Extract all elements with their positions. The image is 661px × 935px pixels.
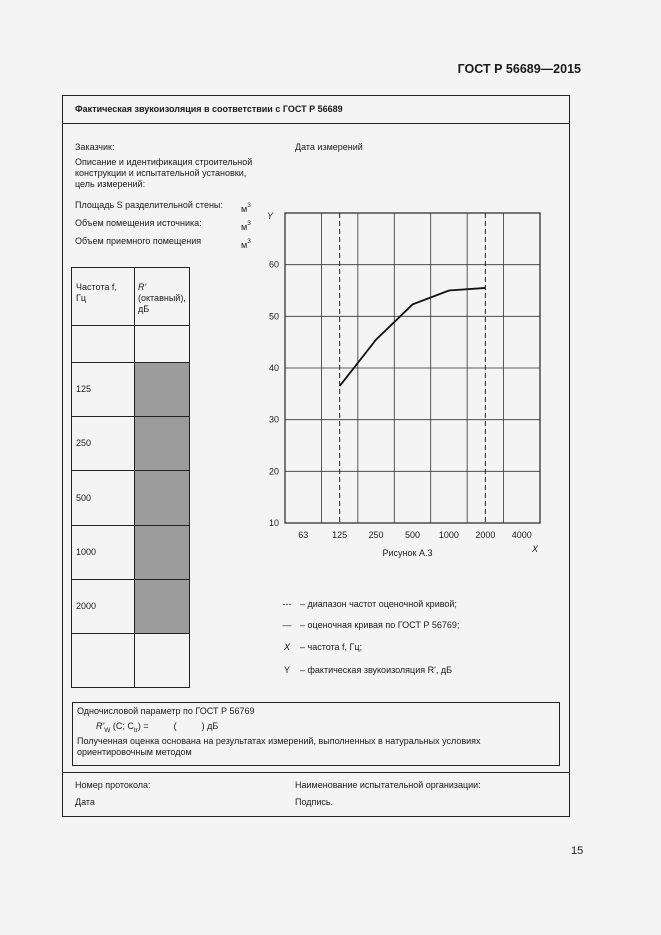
table-row (72, 417, 190, 471)
x-axis-label: X (532, 544, 539, 554)
y-axis-label: Y (267, 211, 274, 221)
measurement-date-label: Дата измерений (295, 142, 363, 152)
customer-label: Заказчик: (75, 142, 115, 152)
source-volume-label: Объем помещения источника: (75, 218, 202, 228)
freq-cell: 500 (72, 471, 135, 526)
signature-label: Подпись. (295, 797, 334, 807)
source-volume-unit: $м^3$ (241, 220, 251, 232)
table-row-empty-top (72, 326, 190, 363)
summary-title: Одночисловой параметр по ГОСТ Р 56769 (77, 706, 255, 716)
description-line-1: Описание и идентификация строительной (75, 157, 253, 167)
y-tick-label: 50 (268, 311, 279, 322)
x-tick-label: 250 (368, 530, 384, 540)
summary-note-line-1: Полученная оценка основана на результатах измерений, выполненных в натуральных условиях (77, 736, 481, 746)
y-tick-label: 30 (268, 414, 279, 425)
table-cell (135, 634, 190, 688)
freq-cell: 2000 (72, 580, 135, 634)
legend-text-curve: – оценочная кривая по ГОСТ Р 56769; (300, 620, 460, 630)
standard-id: ГОСТ Р 56689—2015 (457, 62, 581, 76)
legend-text-x: – частота f, Гц; (300, 642, 363, 652)
insulation-chart (255, 205, 555, 565)
table-cell (72, 326, 135, 363)
table-row (72, 580, 190, 634)
freq-header-cell: Частота f, Гц (72, 268, 135, 326)
legend-text-range: – диапазон частот оценочной кривой; (300, 599, 457, 609)
x-tick-label: 4000 (511, 530, 532, 540)
x-tick-label: 1000 (438, 530, 459, 540)
org-name-label: Наименование испытательной организации: (295, 780, 481, 790)
evaluation-curve-line (340, 288, 486, 386)
summary-note-line-2: ориентировочным методом (77, 747, 192, 757)
y-tick-label: 40 (268, 363, 279, 373)
value-cell (135, 526, 190, 580)
y-tick-label: 60 (268, 259, 279, 270)
description-line-3: цель измерений: (75, 179, 146, 189)
legend-dashed-symbol: --- (282, 599, 292, 609)
frequency-table (71, 267, 190, 688)
form-title: Фактическая звукоизоляция в соответствии с ГОСТ Р 56689 (75, 104, 343, 114)
freq-cell: 1000 (72, 526, 135, 580)
table-row (72, 526, 190, 580)
summary-formula: $R'_W$ (C; $C_{tr}$) = ( ) дБ (96, 721, 219, 734)
page-number: 15 (571, 845, 584, 857)
r-header-cell: R' (октавный), дБ (135, 268, 190, 326)
footer-divider (62, 772, 570, 773)
freq-cell: 125 (72, 363, 135, 417)
table-row (72, 471, 190, 526)
value-cell (135, 580, 190, 634)
area-unit: $м^3$ (241, 202, 251, 214)
protocol-number-label: Номер протокола: (75, 780, 151, 790)
table-header-row (72, 268, 190, 326)
x-tick-label: 63 (298, 530, 309, 540)
value-cell (135, 363, 190, 417)
figure-caption: Рисунок А.3 (382, 548, 433, 558)
legend-x-symbol: X (283, 642, 290, 652)
legend-text-y: – фактическая звукоизоляция R', дБ (300, 665, 452, 675)
value-cell (135, 417, 190, 471)
chart-legend (278, 599, 538, 689)
receiving-volume-label: Объем приемного помещения (75, 236, 202, 246)
receiving-volume-unit: $м^3$ (241, 238, 251, 250)
value-cell (135, 471, 190, 526)
table-row-empty-bottom (72, 634, 190, 688)
legend-y-symbol: Y (283, 665, 290, 675)
x-tick-label: 500 (404, 530, 421, 540)
y-tick-label: 10 (268, 518, 279, 528)
description-line-2: конструкции и испытательной установки, (75, 168, 247, 178)
freq-cell: 250 (72, 417, 135, 471)
title-divider (62, 123, 570, 124)
table-row (72, 363, 190, 417)
x-tick-label: 2000 (475, 530, 496, 540)
y-tick-label: 20 (268, 466, 279, 477)
area-label: Площадь S разделительной стены: (75, 200, 223, 210)
table-cell (135, 326, 190, 363)
x-tick-label: 125 (332, 530, 348, 540)
table-cell (72, 634, 135, 688)
date-label: Дата (75, 797, 95, 807)
legend-solid-symbol: — (282, 620, 292, 630)
